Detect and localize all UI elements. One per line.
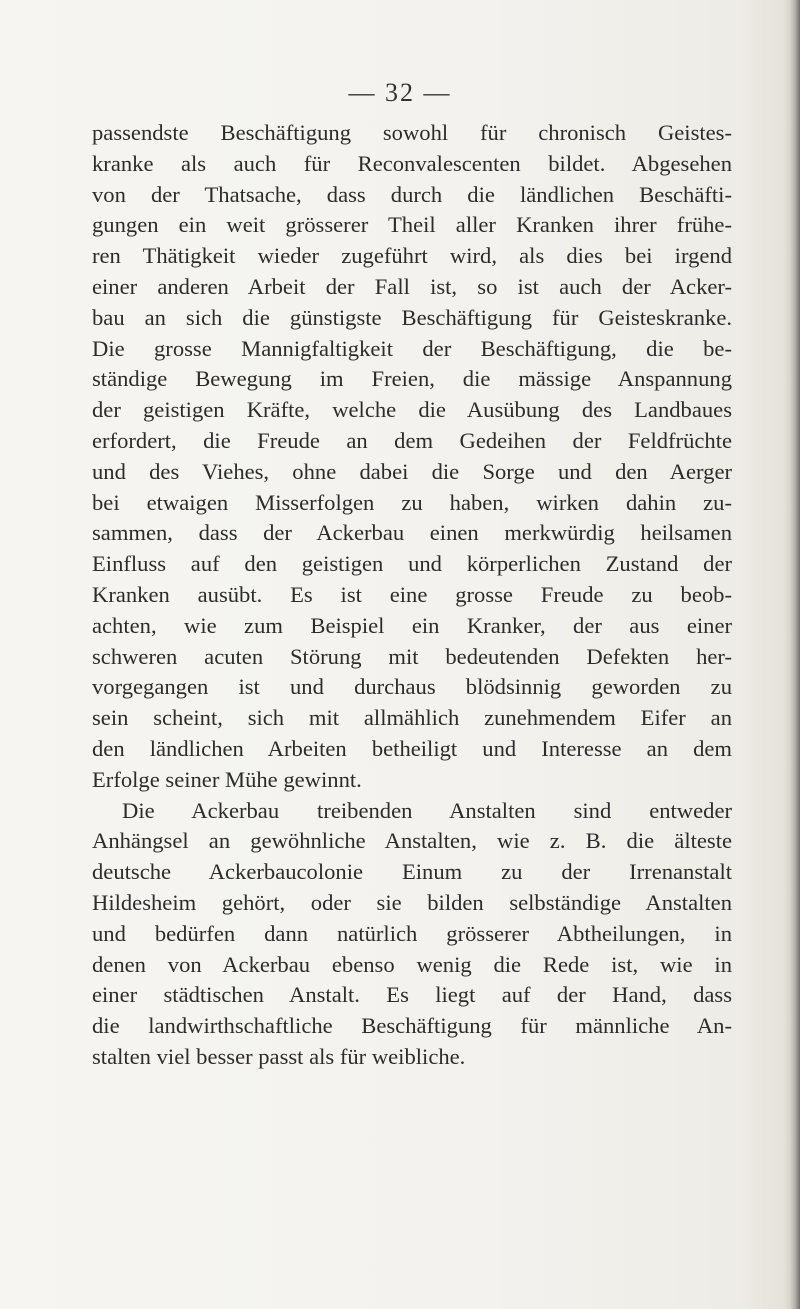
body-text [92,118,732,1073]
page-number: — 32 — [348,78,452,107]
text-line: Hildesheim gehört, oder sie bilden selbständige Anstalten [92,889,732,915]
page-edge-shadow [784,0,800,1309]
text-line: Erfolge seiner Mühe gewinnt. [92,766,362,792]
text-line: die landwirthschaftliche Beschäftigung für männliche An- [92,1013,732,1039]
text-line: erfordert, die Freude an dem Gedeihen der Feldfrüchte [92,427,732,453]
text-line: ren Thätigkeit wieder zugeführt wird, als dies bei irgend [92,243,732,269]
text-line: Einfluss auf den geistigen und körperlichen Zustand der [92,551,732,577]
text-line: Anhängsel an gewöhnliche Anstalten, wie z. B. die älteste [92,828,732,854]
text-line: Die Ackerbau treibenden Anstalten sind entweder [122,797,732,823]
text-line: bau an sich die günstigste Beschäftigung für Geisteskranke. [92,304,732,330]
text-line: gungen ein weit grösserer Theil aller Kranken ihrer frühe- [92,212,732,238]
text-line: den ländlichen Arbeiten betheiligt und Interesse an dem [92,735,732,761]
text-line: und bedürfen dann natürlich grösserer Abtheilungen, in [92,920,732,946]
text-line: von der Thatsache, dass durch die ländlichen Beschäfti- [92,181,732,207]
text-line: bei etwaigen Misserfolgen zu haben, wirken dahin zu- [92,489,732,515]
paragraph-1 [92,118,732,796]
text-line: einer anderen Arbeit der Fall ist, so ist auch der Acker- [92,273,732,299]
text-line: Die grosse Mannigfaltigkeit der Beschäftigung, die be- [92,335,732,361]
text-line: vorgegangen ist und durchaus blödsinnig geworden zu [92,674,732,700]
text-line: sammen, dass der Ackerbau einen merkwürdig heilsamen [92,520,732,546]
text-line: sein scheint, sich mit allmählich zunehmendem Eifer an [92,705,732,731]
text-line: passendste Beschäftigung sowohl für chronisch Geistes- [92,120,732,145]
text-line: einer städtischen Anstalt. Es liegt auf der Hand, dass [92,982,732,1008]
text-line: der geistigen Kräfte, welche die Ausübung des Landbaues [92,397,732,423]
text-line: schweren acuten Störung mit bedeutenden Defekten her- [92,643,732,669]
text-line: denen von Ackerbau ebenso wenig die Rede ist, wie in [92,951,732,977]
text-line: Kranken ausübt. Es ist eine grosse Freude zu beob- [92,581,732,607]
paragraph-2 [92,796,732,1073]
text-line: deutsche Ackerbaucolonie Einum zu der Irrenanstalt [92,859,732,885]
text-line: ständige Bewegung im Freien, die mässige Anspannung [92,366,732,392]
text-line: stalten viel besser passt als für weibliche. [92,1043,466,1069]
text-line: achten, wie zum Beispiel ein Kranker, der aus einer [92,612,732,638]
text-line: kranke als auch für Reconvalescenten bildet. Abgesehen [92,150,732,176]
text-line: und des Viehes, ohne dabei die Sorge und den Aerger [92,458,732,484]
